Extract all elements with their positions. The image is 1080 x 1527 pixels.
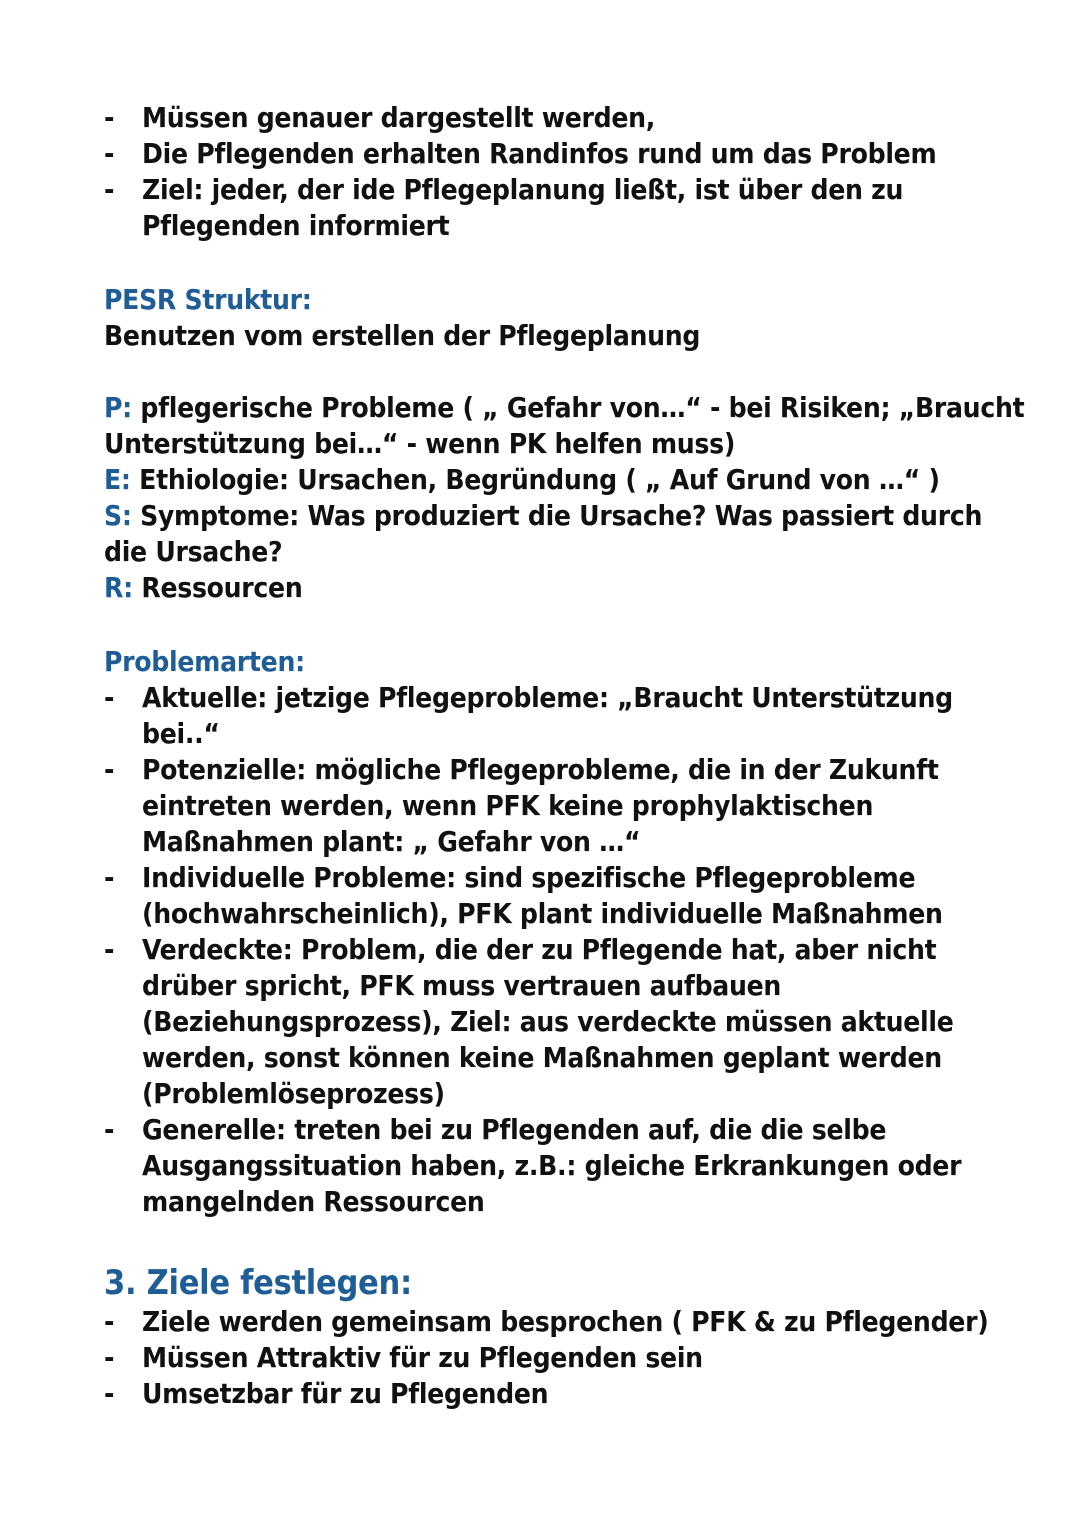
- pesr-item-r: [104, 570, 1004, 606]
- list-item-text: Aktuelle: jetzige Pflegeprobleme: „Braucht Unterstützung: [142, 681, 953, 714]
- list-item-text: (Problemlöseprozess): [142, 1077, 445, 1110]
- list-item-text: Umsetzbar für zu Pflegenden: [142, 1377, 549, 1410]
- pesr-item-text: Ethiologie: Ursachen, Begründung ( „ Auf Grund von …“ ): [130, 463, 940, 496]
- list-item-text: (Beziehungsprozess), Ziel: aus verdeckte müssen aktuelle: [142, 1005, 954, 1038]
- list-item-text: Müssen genauer dargestellt werden,: [142, 101, 656, 134]
- list-item-text: Ziel: jeder, der ide Pflegeplanung ließt, ist über den zu: [142, 173, 904, 206]
- bullet-dash: -: [104, 1113, 115, 1146]
- list-item-text: drüber spricht, PFK muss vertrauen aufbauen: [142, 969, 782, 1002]
- bullet-dash: -: [104, 933, 115, 966]
- list-item-text: (hochwahrscheinlich), PFK plant individuelle Maßnahmen: [142, 897, 943, 930]
- intro-bullet-list: [104, 100, 1004, 244]
- list-item: [104, 1340, 1004, 1376]
- list-item-text: bei..“: [142, 717, 220, 750]
- list-item: [104, 1376, 1004, 1412]
- bullet-dash: -: [104, 861, 115, 894]
- pesr-section: [104, 282, 1004, 354]
- list-item-text: Ausgangssituation haben, z.B.: gleiche Erkrankungen oder: [142, 1149, 962, 1182]
- list-item-text: Die Pflegenden erhalten Randinfos rund um das Problem: [142, 137, 937, 170]
- pesr-label: P:: [104, 391, 132, 424]
- list-item-text: Maßnahmen plant: „ Gefahr von …“: [142, 825, 641, 858]
- pesr-heading: PESR Struktur:: [104, 283, 312, 316]
- list-item: [104, 136, 1004, 172]
- bullet-dash: -: [104, 1377, 115, 1410]
- bullet-dash: -: [104, 101, 115, 134]
- pesr-label: S:: [104, 499, 132, 532]
- pesr-item-text: Ressourcen: [132, 571, 303, 604]
- ziele-heading: 3. Ziele festlegen:: [104, 1263, 412, 1303]
- pesr-subtitle: Benutzen vom erstellen der Pflegeplanung: [104, 319, 701, 352]
- pesr-item-e: [104, 462, 1004, 498]
- bullet-dash: -: [104, 137, 115, 170]
- problemarten-section: [104, 644, 1004, 1220]
- list-item: [104, 1304, 1004, 1340]
- list-item: [104, 100, 1004, 136]
- list-item-text: eintreten werden, wenn PFK keine prophylaktischen: [142, 789, 874, 822]
- pesr-item-text: pflegerische Probleme ( „ Gefahr von…“ - bei Risiken; „Braucht: [131, 391, 1025, 424]
- list-item: [104, 680, 1004, 752]
- pesr-item-text: Symptome: Was produziert die Ursache? Was passiert durch: [131, 499, 983, 532]
- list-item: [104, 932, 1004, 1112]
- pesr-label: E:: [104, 463, 131, 496]
- ziele-section: [104, 1262, 1004, 1412]
- list-item: [104, 172, 1004, 244]
- list-item: [104, 1112, 1004, 1220]
- list-item: [104, 860, 1004, 932]
- pesr-item-text-cont: die Ursache?: [104, 535, 283, 568]
- list-item-text: werden, sonst können keine Maßnahmen geplant werden: [142, 1041, 942, 1074]
- pesr-item-text-cont: Unterstützung bei…“ - wenn PK helfen muss): [104, 427, 736, 460]
- list-item-text: Verdeckte: Problem, die der zu Pflegende hat, aber nicht: [142, 933, 937, 966]
- pesr-label: R:: [104, 571, 133, 604]
- problemarten-heading: Problemarten:: [104, 645, 305, 678]
- list-item-text: Individuelle Probleme: sind spezifische Pflegeprobleme: [142, 861, 916, 894]
- bullet-dash: -: [104, 753, 115, 786]
- pesr-item-p: [104, 390, 1025, 426]
- bullet-dash: -: [104, 1305, 115, 1338]
- list-item-text: Ziele werden gemeinsam besprochen ( PFK & zu Pflegender): [142, 1305, 989, 1338]
- list-item-text: Müssen Attraktiv für zu Pflegenden sein: [142, 1341, 703, 1374]
- bullet-dash: -: [104, 681, 115, 714]
- list-item-text: Pflegenden informiert: [142, 209, 450, 242]
- pesr-item-s: [104, 498, 1004, 534]
- list-item-text: Generelle: treten bei zu Pflegenden auf, die die selbe: [142, 1113, 887, 1146]
- bullet-dash: -: [104, 1341, 115, 1374]
- list-item: [104, 752, 1004, 860]
- list-item-text: Potenzielle: mögliche Pflegeprobleme, die in der Zukunft: [142, 753, 939, 786]
- pesr-list: [104, 390, 1025, 606]
- bullet-dash: -: [104, 173, 115, 206]
- list-item-text: mangelnden Ressourcen: [142, 1185, 485, 1218]
